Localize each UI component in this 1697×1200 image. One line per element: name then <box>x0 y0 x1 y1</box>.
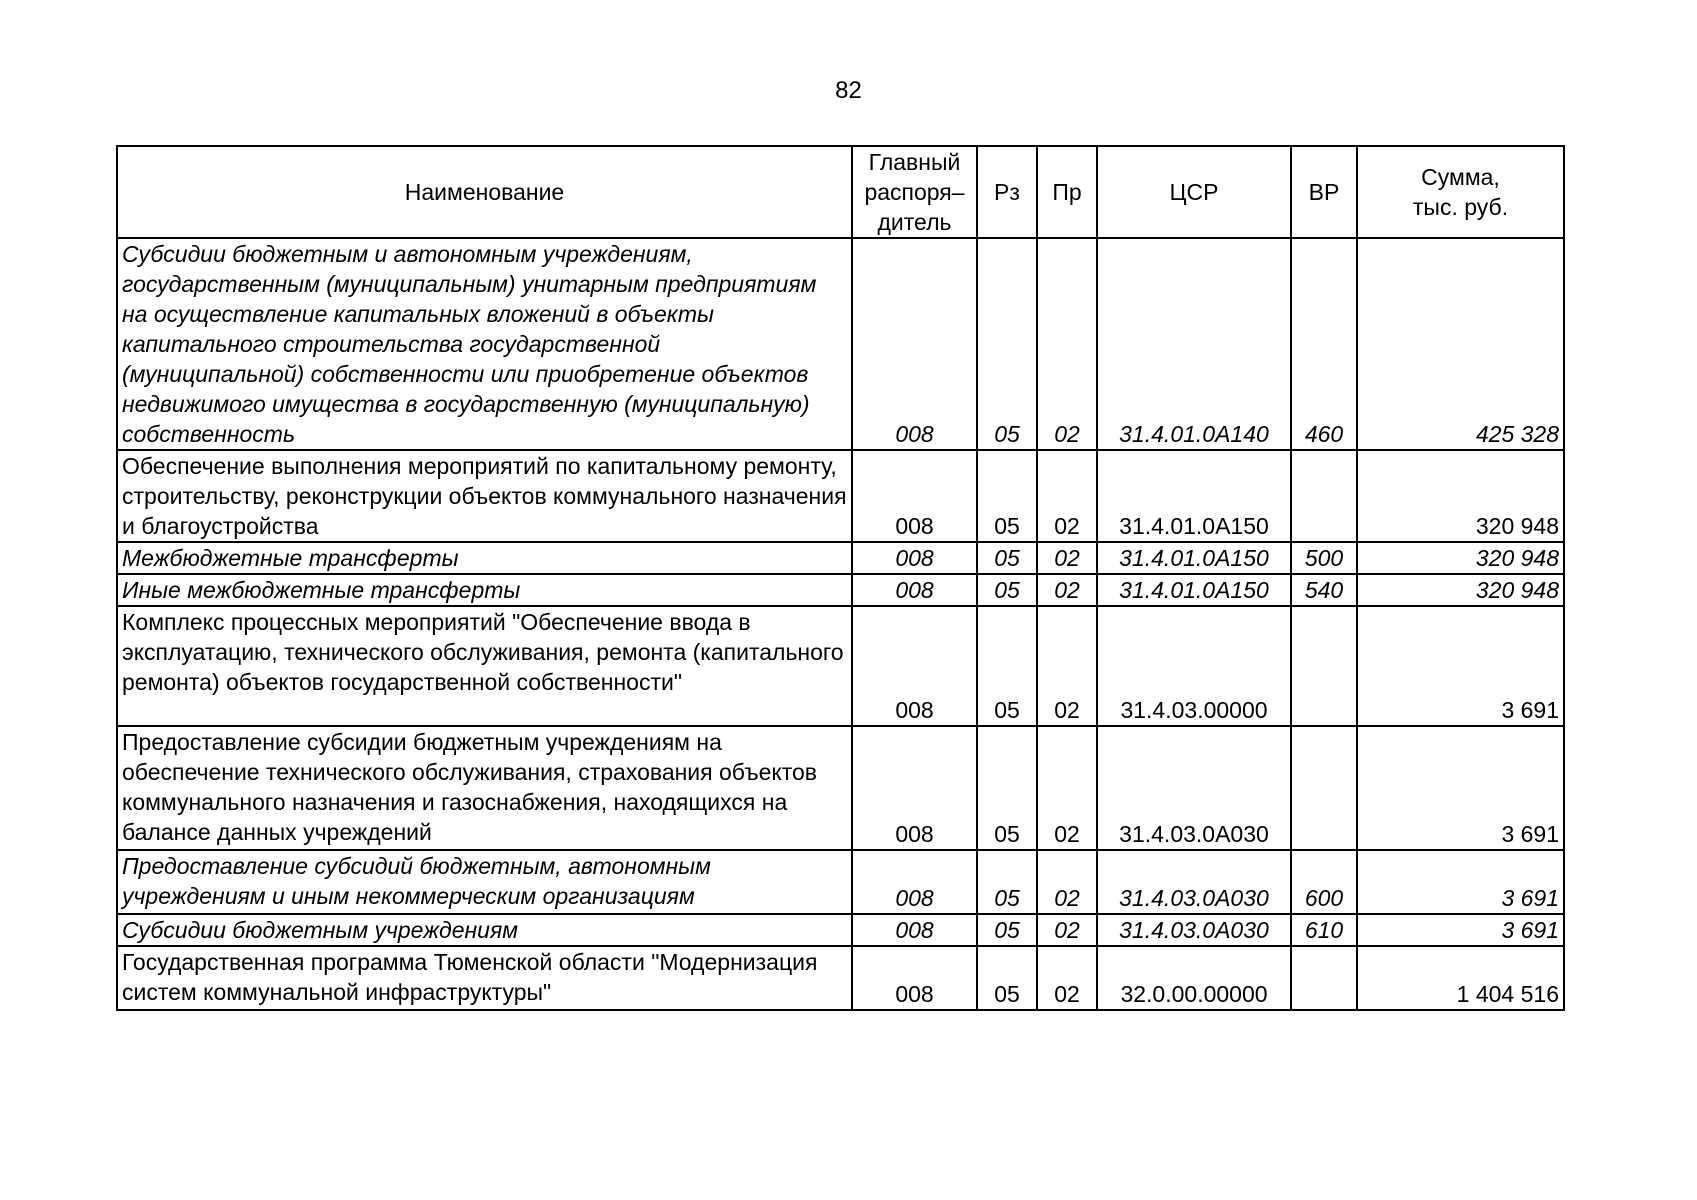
row-csr: 31.4.01.0А150 <box>1097 542 1291 574</box>
row-manager: 008 <box>852 914 977 946</box>
row-csr: 31.4.01.0А150 <box>1097 450 1291 542</box>
header-main-manager: Главный распоря– дитель <box>852 146 977 238</box>
row-rz: 05 <box>977 726 1037 850</box>
row-rz: 05 <box>977 238 1037 450</box>
row-name: Обеспечение выполнения мероприятий по капитальному ремонту, строительству, реконструкции объектов коммунального назначения и благоустройства <box>117 450 852 542</box>
row-pr: 02 <box>1037 542 1097 574</box>
table-row <box>117 726 1564 850</box>
row-sum: 3 691 <box>1357 850 1564 914</box>
row-sum: 425 328 <box>1357 238 1564 450</box>
row-csr: 31.4.03.00000 <box>1097 606 1291 726</box>
row-manager: 008 <box>852 574 977 606</box>
row-csr: 31.4.01.0А150 <box>1097 574 1291 606</box>
row-pr: 02 <box>1037 850 1097 914</box>
row-rz: 05 <box>977 850 1037 914</box>
row-sum: 3 691 <box>1357 726 1564 850</box>
header-sum: Сумма, тыс. руб. <box>1357 146 1564 238</box>
header-pr: Пр <box>1037 146 1097 238</box>
row-sum: 320 948 <box>1357 450 1564 542</box>
table-row <box>117 574 1564 606</box>
row-pr: 02 <box>1037 946 1097 1010</box>
row-name: Субсидии бюджетным учреждениям <box>117 914 852 946</box>
row-name: Государственная программа Тюменской области "Модернизация систем коммунальной инфраструктуры" <box>117 946 852 1010</box>
row-sum: 3 691 <box>1357 606 1564 726</box>
table-row <box>117 606 1564 726</box>
row-vr: 610 <box>1291 914 1357 946</box>
row-pr: 02 <box>1037 574 1097 606</box>
row-manager: 008 <box>852 542 977 574</box>
table-row <box>117 450 1564 542</box>
table-header-row <box>117 146 1564 238</box>
row-manager: 008 <box>852 850 977 914</box>
row-vr <box>1291 726 1357 850</box>
row-csr: 31.4.03.0А030 <box>1097 914 1291 946</box>
row-sum: 3 691 <box>1357 914 1564 946</box>
header-csr: ЦСР <box>1097 146 1291 238</box>
table-row <box>117 238 1564 450</box>
row-name: Иные межбюджетные трансферты <box>117 574 852 606</box>
header-vr: ВР <box>1291 146 1357 238</box>
row-name: Комплекс процессных мероприятий "Обеспечение ввода в эксплуатацию, технического обслуживания, ремонта (капитального ремонта) объектов государственной собственности" <box>117 606 852 726</box>
budget-table <box>116 145 1565 1011</box>
row-pr: 02 <box>1037 606 1097 726</box>
header-rz: Рз <box>977 146 1037 238</box>
row-vr <box>1291 606 1357 726</box>
row-csr: 31.4.01.0А140 <box>1097 238 1291 450</box>
row-csr: 31.4.03.0А030 <box>1097 850 1291 914</box>
row-manager: 008 <box>852 606 977 726</box>
row-name: Межбюджетные трансферты <box>117 542 852 574</box>
row-rz: 05 <box>977 914 1037 946</box>
row-rz: 05 <box>977 450 1037 542</box>
table-row <box>117 850 1564 914</box>
row-manager: 008 <box>852 726 977 850</box>
row-name: Субсидии бюджетным и автономным учреждениям, государственным (муниципальным) унитарным предприятиям на осуществление капитальных вложений в объекты капитального строительства государственной (муниципальной) собственности или приобретение объектов недвижимого имущества в государственную (муниципальную) собственность <box>117 238 852 450</box>
table-row <box>117 542 1564 574</box>
row-rz: 05 <box>977 606 1037 726</box>
row-pr: 02 <box>1037 726 1097 850</box>
row-name: Предоставление субсидии бюджетным учреждениям на обеспечение технического обслуживания, страхования объектов коммунального назначения и газоснабжения, находящихся на балансе данных учреждений <box>117 726 852 850</box>
row-manager: 008 <box>852 946 977 1010</box>
row-rz: 05 <box>977 574 1037 606</box>
row-vr <box>1291 946 1357 1010</box>
row-vr: 600 <box>1291 850 1357 914</box>
row-pr: 02 <box>1037 914 1097 946</box>
row-manager: 008 <box>852 450 977 542</box>
row-csr: 32.0.00.00000 <box>1097 946 1291 1010</box>
row-vr: 500 <box>1291 542 1357 574</box>
row-vr: 460 <box>1291 238 1357 450</box>
header-name: Наименование <box>117 146 852 238</box>
table-row <box>117 946 1564 1010</box>
row-name: Предоставление субсидий бюджетным, автономным учреждениям и иным некоммерческим организациям <box>117 850 852 914</box>
row-sum: 320 948 <box>1357 542 1564 574</box>
row-vr: 540 <box>1291 574 1357 606</box>
row-csr: 31.4.03.0А030 <box>1097 726 1291 850</box>
row-vr <box>1291 450 1357 542</box>
row-rz: 05 <box>977 542 1037 574</box>
page-number: 82 <box>835 77 862 104</box>
row-pr: 02 <box>1037 450 1097 542</box>
row-rz: 05 <box>977 946 1037 1010</box>
table-row <box>117 914 1564 946</box>
row-sum: 1 404 516 <box>1357 946 1564 1010</box>
row-sum: 320 948 <box>1357 574 1564 606</box>
row-pr: 02 <box>1037 238 1097 450</box>
row-manager: 008 <box>852 238 977 450</box>
